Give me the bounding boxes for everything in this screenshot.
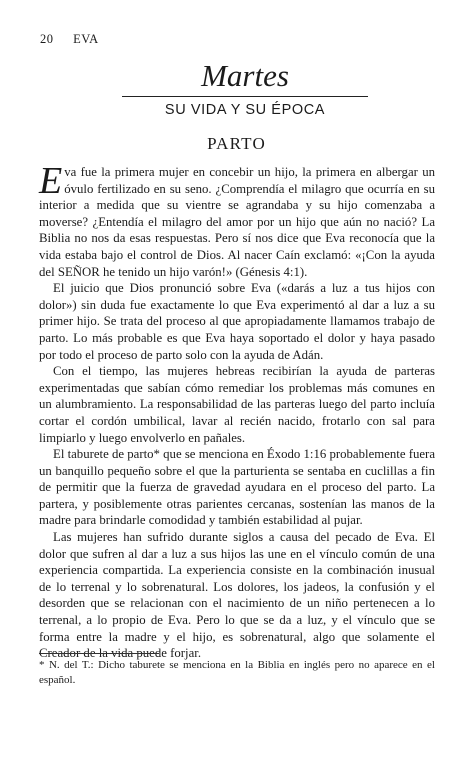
paragraph-1 [39, 160, 435, 280]
running-header [40, 32, 99, 47]
chapter-subtitle: SU VIDA Y SU ÉPOCA [164, 102, 326, 118]
page-number: 20 [40, 32, 54, 46]
title-rule [122, 96, 368, 97]
drop-cap: E [39, 160, 63, 202]
paragraph-5: Las mujeres han sufrido durante siglos a causa del pecado de Eva. El dolor que sufren al dar a luz a sus hijos las une en el vínculo común de una experiencia compartida. La experiencia consiste en la combinación inusual de lo terrenal y lo sobrenatural. Los dolores, los jadeos, la confusión y el desorden que se relacionan con el nacimiento de un niño pertenecen a lo terrenal, a lo propio de Eva. Pero lo que se da a luz, y el vínculo que se forma entre la madre y el hijo, es sobrenatural, algo que solamente el Creador de la vida puede forjar. [39, 530, 435, 661]
chapter-title-block [122, 58, 368, 118]
footnote-rule [39, 653, 159, 654]
footnote: * N. del T.: Dicho taburete se menciona en la Biblia en inglés pero no aparece en el español. [39, 659, 435, 686]
section-heading: PARTO [207, 134, 266, 153]
body-text [39, 160, 435, 662]
day-title: Martes [201, 58, 289, 93]
paragraph-3: Con el tiempo, las mujeres hebreas recibirían la ayuda de parteras experimentadas que sabían cómo remediar los problemas más comunes en un alumbramiento. La responsabilidad de las parteras luego del parto incluía cortar el cordón umbilical, lavar al recién nacido, frotarlo con sal para limpiarlo y luego envolverlo en pañales. [39, 364, 435, 445]
paragraph-text: va fue la primera mujer en concebir un hijo, la primera en albergar un óvulo fertilizado en su seno. ¿Comprendía el milagro que ocurría en su interior a medida que su vientre se agrandaba y su hijo comenzaba a moverse? ¿Entendía el milagro del amor por un hijo que aún no nació? La Biblia no nos da esas respuestas. Pero sí nos dice que Eva reconocía que la vida estaba bajo el control de Dios. Al nacer Caín exclamó: «¡Con la ayuda del SEÑOR he tenido un hijo varón!» (Génesis 4:1). [39, 165, 435, 279]
paragraph-4: El taburete de parto* que se menciona en Éxodo 1:16 probablemente fuera un banquillo pequeño sobre el que la parturienta se sentaba en cuclillas a fin de permitir que la fuerza de gravedad ayudara en el proceso del parto. La partera, y posiblemente otras parientes cercanas, sostenían las manos de la madre para brindarle comodidad y también estabilidad al pujar. [39, 447, 435, 528]
paragraph-2: El juicio que Dios pronunció sobre Eva («darás a luz a tus hijos con dolor») sin duda fue exactamente lo que Eva experimentó al dar a luz a su primer hijo. Se trata del proceso al que apropiadamente llamamos trabajo de parto. Lo más probable es que Eva haya soportado el dolor y haya pasado por todo el proceso de parto solo con la ayuda de Adán. [39, 281, 435, 362]
running-title: EVA [73, 32, 99, 46]
